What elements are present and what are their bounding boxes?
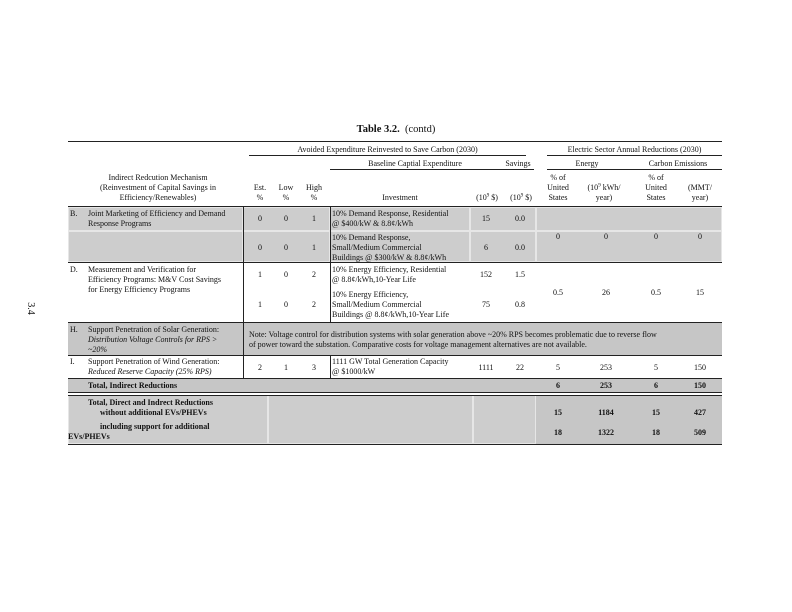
header-pct-us-carbon bbox=[636, 173, 676, 203]
investment-line: Small/Medium Commercial bbox=[332, 243, 422, 252]
row-b1-est: 0 bbox=[258, 214, 262, 223]
investment-line: 10% Energy Efficiency, bbox=[332, 290, 409, 299]
rule-row bbox=[68, 392, 722, 393]
header-pct-line: United bbox=[645, 183, 667, 192]
cell-box bbox=[68, 231, 243, 262]
row-total-all-label2 bbox=[68, 422, 268, 442]
row-i-letter: I. bbox=[70, 357, 75, 366]
row-b1-savings: 0.0 bbox=[515, 214, 525, 223]
row-total-all-1-energy: 1184 bbox=[598, 408, 614, 417]
row-d-energy: 26 bbox=[602, 288, 610, 297]
rule-sub bbox=[547, 169, 722, 170]
table-rule-top bbox=[68, 141, 722, 142]
cell-box bbox=[536, 207, 722, 231]
rule-group bbox=[249, 155, 526, 156]
data-table bbox=[68, 141, 722, 446]
row-h-note-line: of power toward the substation. Comparative costs for voltage management alternatives are not available. bbox=[249, 340, 587, 349]
row-d-title-line: Efficiency Programs: M&V Cost Savings bbox=[88, 275, 222, 284]
investment-line: Buildings @ 8.8¢/kWh,10-Year Life bbox=[332, 310, 449, 319]
row-total-all-1-pct-carbon: 15 bbox=[652, 408, 660, 417]
row-b1-capex: 15 bbox=[482, 214, 490, 223]
header-est bbox=[248, 183, 272, 203]
header-high-line: High bbox=[306, 183, 322, 192]
row-h-subtitle-line: ~20% bbox=[88, 345, 107, 354]
header-kwh-text: kWh/ bbox=[600, 183, 621, 192]
table-caption bbox=[0, 124, 792, 135]
row-b-letter: B. bbox=[70, 209, 78, 218]
header-mechanism-line: Indirect Redcution Mechanism bbox=[108, 173, 208, 182]
row-d2-investment bbox=[332, 290, 470, 320]
row-b-energy: 0 bbox=[604, 232, 608, 241]
row-b1-high: 1 bbox=[312, 214, 316, 223]
header-pct-line: % of bbox=[648, 173, 664, 182]
row-i-energy: 253 bbox=[600, 363, 612, 372]
row-d2-savings: 0.8 bbox=[515, 300, 525, 309]
row-i-title bbox=[88, 357, 248, 377]
caption-suffix: (contd) bbox=[405, 124, 436, 135]
rule-row bbox=[68, 395, 722, 396]
investment-line: 1111 GW Total Generation Capacity bbox=[332, 357, 449, 366]
header-savings-unit-text: (10 bbox=[510, 193, 521, 202]
investment-line: @ $1000/kW bbox=[332, 367, 376, 376]
header-est-line: % bbox=[256, 193, 264, 202]
row-total-all-1-carbon: 427 bbox=[694, 408, 706, 417]
row-i-savings: 22 bbox=[516, 363, 524, 372]
header-mmt-line: (MMT/ bbox=[688, 183, 712, 192]
rule-header-bottom bbox=[68, 206, 722, 207]
row-b2-high: 1 bbox=[312, 243, 316, 252]
row-total-all-2-carbon: 509 bbox=[694, 428, 706, 437]
row-total-all-label2-line: EVs/PHEVs bbox=[68, 432, 110, 441]
row-i-high: 3 bbox=[312, 363, 316, 372]
rule-row bbox=[68, 322, 722, 323]
row-d1-capex: 152 bbox=[480, 270, 492, 279]
investment-line: 10% Demand Response, Residential bbox=[332, 209, 449, 218]
header-carbon: Carbon Emissions bbox=[648, 159, 708, 168]
row-d1-est: 1 bbox=[258, 270, 262, 279]
row-d-pct-energy: 0.5 bbox=[553, 288, 563, 297]
row-b-title-line: Joint Marketing of Efficiency and Demand bbox=[88, 209, 226, 218]
row-d2-high: 2 bbox=[312, 300, 316, 309]
row-i-carbon: 150 bbox=[694, 363, 706, 372]
row-i-pct-energy: 5 bbox=[556, 363, 560, 372]
header-mechanism bbox=[68, 173, 248, 203]
header-low-line: % bbox=[282, 193, 290, 202]
row-b2-est: 0 bbox=[258, 243, 262, 252]
row-i-subtitle-line: Reduced Reserve Capacity (25% RPS) bbox=[88, 367, 212, 376]
row-b-title bbox=[88, 209, 248, 229]
rule-row bbox=[68, 378, 722, 379]
row-b2-investment bbox=[332, 233, 470, 263]
row-total-all-2-pct-energy: 18 bbox=[554, 428, 562, 437]
caption-sep: . bbox=[397, 124, 400, 135]
row-h-note bbox=[249, 330, 722, 350]
header-pct-line: States bbox=[548, 193, 568, 202]
row-d2-capex: 75 bbox=[482, 300, 490, 309]
row-i-investment bbox=[332, 357, 470, 377]
investment-line: 10% Demand Response, bbox=[332, 233, 411, 242]
row-d2-low: 0 bbox=[284, 300, 288, 309]
header-investment: Investment bbox=[382, 193, 418, 202]
row-d1-low: 0 bbox=[284, 270, 288, 279]
col-divider bbox=[330, 355, 331, 379]
exponent: 9 bbox=[598, 183, 601, 189]
header-kwh-line bbox=[578, 183, 630, 193]
header-pct-us-energy bbox=[540, 173, 576, 203]
col-divider bbox=[330, 206, 331, 323]
header-savings-unit-text: $) bbox=[523, 193, 532, 202]
row-total-indirect-pct-carbon: 6 bbox=[654, 381, 658, 390]
row-total-all-2-pct-carbon: 18 bbox=[652, 428, 660, 437]
row-total-all-1-pct-energy: 15 bbox=[554, 408, 562, 417]
row-b-title-line: Response Programs bbox=[88, 219, 152, 228]
row-d-pct-carbon: 0.5 bbox=[651, 288, 661, 297]
header-pct-line: % of bbox=[550, 173, 566, 182]
row-total-all-label2-line: including support for additional bbox=[100, 422, 210, 431]
header-mechanism-line: Efficiency/Renewables) bbox=[119, 193, 197, 202]
rule-row bbox=[68, 355, 722, 356]
header-mechanism-line: (Reinvestment of Capital Savings in bbox=[100, 183, 216, 192]
header-low bbox=[274, 183, 298, 203]
row-total-indirect-energy: 253 bbox=[600, 381, 612, 390]
rule-sub bbox=[330, 169, 534, 170]
header-kwh-line: year) bbox=[595, 193, 613, 202]
header-energy: Energy bbox=[575, 159, 599, 168]
row-total-all-2-energy: 1322 bbox=[598, 428, 614, 437]
caption-label: Table 3.2 bbox=[356, 124, 398, 135]
investment-line: Buildings @ $300/kW & 8.8¢/kWh bbox=[332, 253, 447, 262]
row-d-title-line: Measurement and Verification for bbox=[88, 265, 197, 274]
exponent: 9 bbox=[486, 193, 490, 199]
investment-line: @ $400/kW & 8.8¢/kWh bbox=[332, 219, 413, 228]
row-b1-investment bbox=[332, 209, 470, 229]
row-b-carbon: 0 bbox=[698, 232, 702, 241]
row-b-pct-energy: 0 bbox=[556, 232, 560, 241]
row-d2-est: 1 bbox=[258, 300, 262, 309]
cell-box bbox=[268, 395, 473, 444]
header-kwh-text: (10 bbox=[587, 183, 599, 192]
row-i-pct-carbon: 5 bbox=[654, 363, 658, 372]
header-mmt-unit bbox=[678, 183, 722, 203]
row-b2-capex: 6 bbox=[484, 243, 488, 252]
row-d1-high: 2 bbox=[312, 270, 316, 279]
row-h-note-line: Note: Voltage control for distribution systems with solar generation above ~20% RPS becomes problematic due to reverse flow bbox=[249, 330, 657, 339]
investment-line: 10% Energy Efficiency, Residential bbox=[332, 265, 447, 274]
cell-box bbox=[473, 395, 536, 444]
row-d-title-line: for Energy Efficiency Programs bbox=[88, 285, 191, 294]
row-i-est: 2 bbox=[258, 363, 262, 372]
row-b2-low: 0 bbox=[284, 243, 288, 252]
row-i-title-line: Support Penetration of Wind Generation: bbox=[88, 357, 220, 366]
row-d-letter: D. bbox=[70, 265, 78, 274]
table-rule-bottom bbox=[68, 444, 722, 445]
row-d1-savings: 1.5 bbox=[515, 270, 525, 279]
header-savings: Savings bbox=[505, 159, 531, 168]
header-electric: Electric Sector Annual Reductions (2030) bbox=[567, 145, 702, 154]
investment-line: Small/Medium Commercial bbox=[332, 300, 422, 309]
row-b2-savings: 0.0 bbox=[515, 243, 525, 252]
row-h-title-line: Support Penetration of Solar Generation: bbox=[88, 325, 220, 334]
row-i-capex: 1111 bbox=[478, 363, 494, 372]
header-high-line: % bbox=[310, 193, 318, 202]
header-capex-unit-text: (10 bbox=[476, 193, 487, 202]
page-number: 3.4 bbox=[24, 302, 36, 315]
row-total-all-label bbox=[88, 398, 268, 418]
investment-line: @ 8.8¢/kWh,10-Year Life bbox=[332, 275, 416, 284]
header-capex-unit-text: $) bbox=[489, 193, 498, 202]
header-low-line: Low bbox=[278, 183, 294, 192]
header-mmt-line: year) bbox=[691, 193, 709, 202]
row-i-low: 1 bbox=[284, 363, 288, 372]
rule-group bbox=[547, 155, 722, 156]
header-est-line: Est. bbox=[253, 183, 267, 192]
header-pct-line: States bbox=[646, 193, 666, 202]
row-h-subtitle-line: Distribution Voltage Controls for RPS > bbox=[88, 335, 218, 344]
row-d1-investment bbox=[332, 265, 470, 285]
row-b1-low: 0 bbox=[284, 214, 288, 223]
exponent: 9 bbox=[520, 193, 524, 199]
header-kwh-unit bbox=[578, 183, 630, 203]
row-total-indirect-pct-energy: 6 bbox=[556, 381, 560, 390]
row-total-all-label-line: without additional EVs/PHEVs bbox=[100, 408, 207, 417]
row-d-title bbox=[88, 265, 248, 295]
header-pct-line: United bbox=[547, 183, 569, 192]
header-high bbox=[301, 183, 327, 203]
row-h-title bbox=[88, 325, 248, 355]
row-total-indirect-label: Total, Indirect Reductions bbox=[88, 381, 178, 390]
header-baseline: Baseline Captial Expenditure bbox=[368, 159, 462, 168]
row-h-letter: H. bbox=[70, 325, 78, 334]
row-total-indirect-carbon: 150 bbox=[694, 381, 706, 390]
row-total-all-label-line: Total, Direct and Indrect Reductions bbox=[88, 398, 213, 407]
header-savings-unit bbox=[504, 193, 538, 203]
row-b-pct-carbon: 0 bbox=[654, 232, 658, 241]
header-avoided: Avoided Expenditure Reinvested to Save Carbon (2030) bbox=[297, 145, 478, 154]
header-capex-unit bbox=[470, 193, 504, 203]
row-d-carbon: 15 bbox=[696, 288, 704, 297]
